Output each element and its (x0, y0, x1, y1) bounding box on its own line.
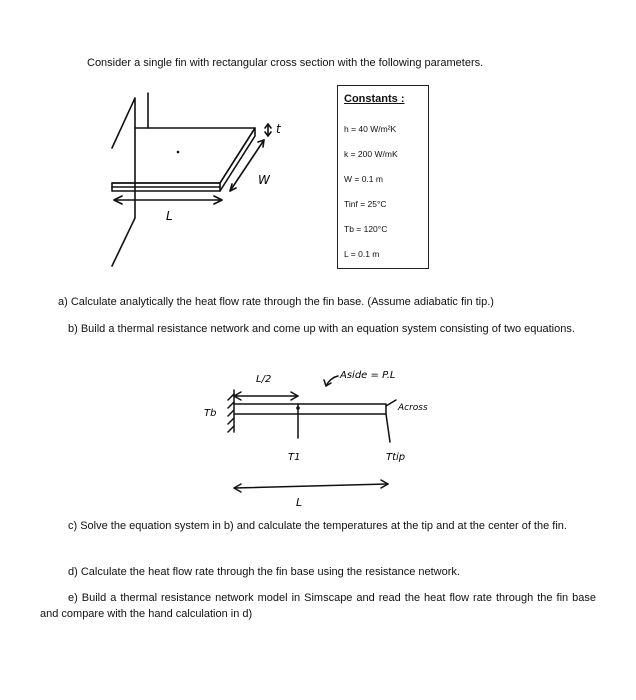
tb-label: Tb (204, 408, 217, 419)
constants-title: Constants : (344, 93, 405, 105)
intro-text: Consider a single fin with rectangular cross section with the following parameters. (87, 57, 484, 69)
question-e: e) Build a thermal resistance network model in Simscape and read the heat flow rate through the fin base and compare with the hand calculation in d) (40, 592, 596, 620)
full-length-arrow (234, 484, 388, 488)
question-c: c) Solve the equation system in b) and calculate the temperatures at the tip and at the center of the fin. (68, 520, 567, 532)
fin-sketch-figure (100, 88, 300, 268)
resistance-network-figure (200, 360, 430, 509)
question-b: b) Build a thermal resistance network and come up with an equation system consisting of two equations. (68, 323, 575, 335)
across-label: Across (398, 403, 428, 413)
wall-line (112, 98, 135, 266)
l-bottom-label: L (296, 496, 303, 509)
constant-tb: Tb = 120°C (344, 224, 388, 234)
constants-box (337, 85, 429, 269)
t-label: t (276, 122, 281, 136)
constant-tinf: Tinf = 25°C (344, 199, 387, 209)
constant-w: W = 0.1 m (344, 174, 383, 184)
half-length-label: L/2 (256, 374, 272, 385)
question-a: a) Calculate analytically the heat flow rate through the fin base. (Assume adiabatic fin tip.) (58, 296, 494, 308)
constant-h: h = 40 W/m²K (344, 124, 397, 134)
fin-side-face (220, 128, 255, 191)
fin-body (234, 404, 386, 414)
ttip-label: Ttip (386, 452, 406, 463)
aside-label: Aside = P.L (340, 370, 396, 381)
l-label: L (166, 209, 173, 223)
fin-top-face (112, 128, 255, 183)
ttip-pointer (386, 414, 390, 442)
constant-k: k = 200 W/mK (344, 149, 398, 159)
t1-label: T1 (288, 452, 301, 463)
constant-l: L = 0.1 m (344, 249, 380, 259)
question-d: d) Calculate the heat flow rate through the fin base using the resistance network. (68, 566, 460, 578)
w-label: W (258, 173, 270, 187)
